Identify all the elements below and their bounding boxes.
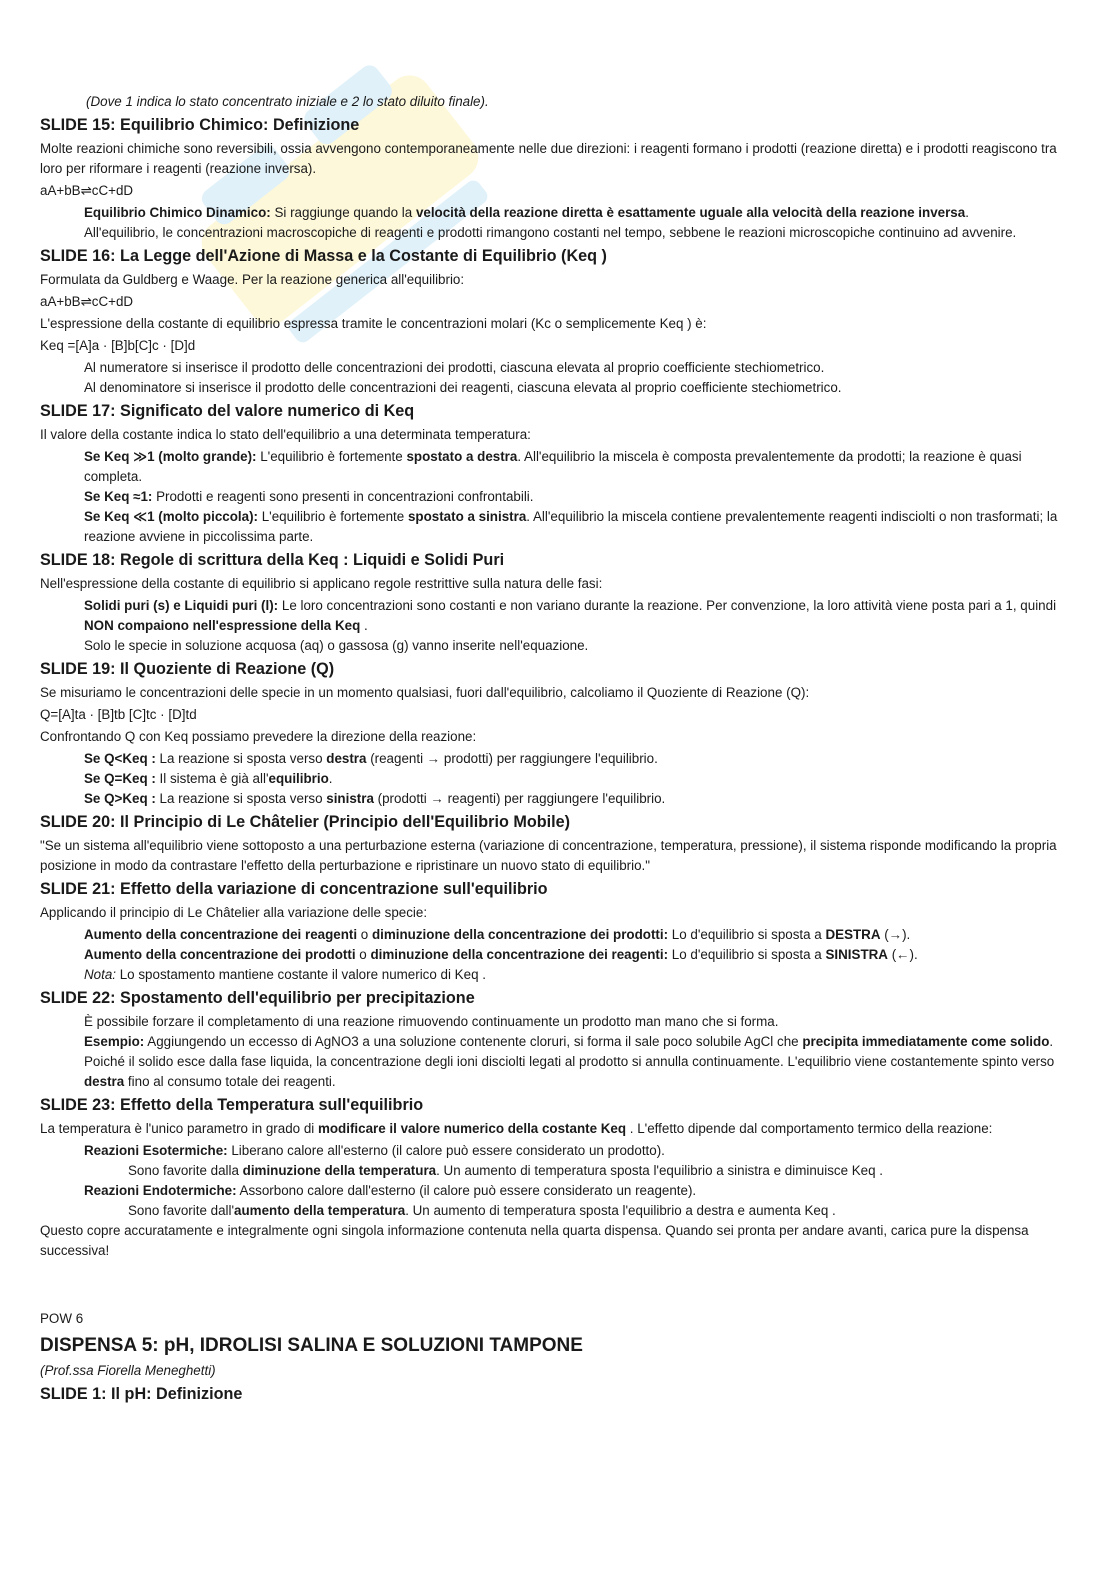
bullet-text-end: (reagenti → prodotti) per raggiungere l'equilibrio.	[366, 751, 658, 766]
slide-20-quote: "Se un sistema all'equilibrio viene sottoposto a una perturbazione esterna (variazione di concentrazione, temperatura, pressione), il sistema risponde modificando la propria posizione in modo da contrastare l'effetto della perturbazione e ripristinare un nuovo stato di equilibrio."	[40, 838, 1057, 873]
bullet-text: L'equilibrio è fortemente	[258, 509, 408, 524]
bullet-text: Prodotti e reagenti sono presenti in concentrazioni confrontabili.	[152, 489, 534, 504]
slide-19-paragraph: Se misuriamo le concentrazioni delle specie in un momento qualsiasi, fuori dall'equilibrio, calcoliamo il Quoziente di Reazione (Q):	[40, 685, 810, 700]
slide-16-keq-formula: Keq =[A]a · [B]b[C]c · [D]d	[40, 338, 196, 353]
slide-22-bullet-3	[40, 1052, 1070, 1092]
slide-18-paragraph: Nell'espressione della costante di equilibrio si applicano regole restrittive sulla natura delle fasi:	[40, 576, 603, 591]
slide-15-bullet-1	[40, 203, 1070, 223]
slide-22-title: SLIDE 22: Spostamento dell'equilibrio per precipitazione	[40, 989, 475, 1007]
subbullet-emphasis: diminuzione della temperatura	[242, 1163, 437, 1178]
bullet-label: Aumento della concentrazione dei reagenti	[84, 927, 358, 942]
slide-23-bullet-1	[40, 1141, 1070, 1161]
bullet-label: Reazioni Endotermiche:	[84, 1183, 237, 1198]
bullet-label-2: diminuzione della concentrazione dei prodotti:	[371, 927, 669, 942]
note-label: Nota:	[84, 967, 117, 982]
bullet-text-end: .	[360, 618, 368, 633]
bullet-text: Assorbono calore dall'esterno (il calore può essere considerato un reagente).	[236, 1183, 697, 1198]
subbullet-text: Sono favorite dalla	[128, 1163, 243, 1178]
bullet-label: Se Keq ≪1 (molto piccola):	[84, 509, 258, 524]
slide-19-q-formula: Q=[A]ta · [B]tb [C]tc · [D]td	[40, 707, 197, 722]
bullet-label-2: diminuzione della concentrazione dei reagenti:	[370, 947, 669, 962]
slide-16-bullet-1: Al numeratore si inserisce il prodotto delle concentrazioni dei prodotti, ciascuna elevata al proprio coefficiente stechiometrico.	[84, 360, 825, 375]
paragraph-text-end: . L'effetto dipende dal comportamento termico della reazione:	[626, 1121, 993, 1136]
bullet-text-end: (←).	[887, 947, 918, 962]
bullet-text-end: (→).	[880, 927, 911, 942]
bullet-emphasis: spostato a destra	[406, 449, 518, 464]
closing-paragraph: Questo copre accuratamente e integralmente ogni singola informazione contenuta nella quarta dispensa. Quando sei pronta per andare avanti, carica pure la dispensa successiva!	[40, 1223, 1029, 1258]
slide-19-paragraph-2: Confrontando Q con Keq possiamo prevedere la direzione della reazione:	[40, 729, 477, 744]
slide-1-title: SLIDE 1: Il pH: Definizione	[40, 1385, 243, 1403]
bullet-text-2: Lo d'equilibrio si sposta a	[668, 947, 826, 962]
slide-22-bullet-2	[40, 1032, 1070, 1052]
bullet-label: Se Q=Keq :	[84, 771, 156, 786]
bullet-label: Se Keq ≈1:	[84, 489, 153, 504]
slide-17-paragraph: Il valore della costante indica lo stato dell'equilibrio a una determinata temperatura:	[40, 427, 531, 442]
slide-16-title: SLIDE 16: La Legge dell'Azione di Massa e la Costante di Equilibrio (Keq )	[40, 247, 607, 265]
bullet-emphasis: precipita immediatamente come solido	[802, 1034, 1050, 1049]
slide-22-bullet-1: È possibile forzare il completamento di una reazione rimuovendo continuamente un prodotto man mano che si forma.	[84, 1014, 779, 1029]
paragraph-emphasis: modificare il valore numerico della costante Keq	[317, 1121, 627, 1136]
subbullet-emphasis: aumento della temperatura	[234, 1203, 406, 1218]
slide-23-bullet-2	[40, 1181, 1070, 1201]
subbullet-text-end: . Un aumento di temperatura sposta l'equilibrio a destra e aumenta Keq .	[405, 1203, 836, 1218]
slide-21-title: SLIDE 21: Effetto della variazione di concentrazione sull'equilibrio	[40, 880, 548, 898]
bullet-label: Esempio:	[84, 1034, 145, 1049]
pow-label: POW 6	[40, 1311, 84, 1326]
bullet-label: Equilibrio Chimico Dinamico:	[84, 205, 271, 220]
slide-16-equation: aA+bB⇌cC+dD	[40, 294, 134, 309]
bullet-label: Reazioni Esotermiche:	[84, 1143, 228, 1158]
slide-17-title: SLIDE 17: Significato del valore numerico di Keq	[40, 402, 415, 420]
note-text: Lo spostamento mantiene costante il valore numerico di Keq .	[116, 967, 486, 982]
bullet-emphasis: sinistra	[326, 791, 374, 806]
bullet-emphasis: DESTRA	[825, 927, 881, 942]
bullet-emphasis: spostato a sinistra	[407, 509, 527, 524]
slide-21-bullet-1	[40, 925, 1070, 945]
slide-15-bullet-2: All'equilibrio, le concentrazioni macroscopiche di reagenti e prodotti rimangono costanti nel tempo, sebbene le reazioni microscopiche continuino ad avvenire.	[84, 225, 1017, 240]
dispensa-5-title: DISPENSA 5: pH, IDROLISI SALINA E SOLUZIONI TAMPONE	[40, 1335, 583, 1356]
slide-19-bullet-3	[40, 789, 1070, 809]
slide-19-bullet-1	[40, 749, 1070, 769]
slide-18-title: SLIDE 18: Regole di scrittura della Keq : Liquidi e Solidi Puri	[40, 551, 505, 569]
bullet-emphasis: destra	[326, 751, 367, 766]
bullet-emphasis: equilibrio	[268, 771, 329, 786]
slide-17-bullet-2	[40, 487, 1070, 507]
bullet-text-end: fino al consumo totale dei reagenti.	[124, 1074, 336, 1089]
section-gap	[40, 1263, 1070, 1309]
slide-21-paragraph: Applicando il principio di Le Châtelier alla variazione delle specie:	[40, 905, 428, 920]
bullet-text: L'equilibrio è fortemente	[256, 449, 407, 464]
slide-16-bullet-2: Al denominatore si inserisce il prodotto delle concentrazioni dei reagenti, ciascuna elevata al proprio coefficiente stechiometrico.	[84, 380, 842, 395]
slide-23-subbullet-1	[40, 1161, 1070, 1181]
slide-20-title: SLIDE 20: Il Principio di Le Châtelier (Principio dell'Equilibrio Mobile)	[40, 813, 571, 831]
slide-18-bullet-1	[40, 596, 1070, 636]
bullet-label: Se Keq ≫1 (molto grande):	[84, 449, 257, 464]
professor-name: (Prof.ssa Fiorella Meneghetti)	[40, 1363, 216, 1378]
bullet-text: Il sistema è già all'	[155, 771, 269, 786]
slide-17-bullet-1	[40, 447, 1070, 487]
slide-15-title: SLIDE 15: Equilibrio Chimico: Definizione	[40, 116, 360, 134]
bullet-text: o	[355, 947, 371, 962]
bullet-text: Poiché il solido esce dalla fase liquida, la concentrazione degli ioni disciolti legati al prodotto si annulla continuamente. L'equilibrio viene costantemente spinto verso	[84, 1054, 1055, 1069]
paragraph-text: La temperatura è l'unico parametro in grado di	[40, 1121, 318, 1136]
bullet-text: Le loro concentrazioni sono costanti e non variano durante la reazione. Per convenzione, la loro attività viene posta pari a 1, quindi	[278, 598, 1057, 613]
slide-15-paragraph: Molte reazioni chimiche sono reversibili, ossia avvengono contemporaneamente nelle due direzioni: i reagenti formano i prodotti (reazione diretta) e i prodotti reagiscono tra loro per riformare i reagenti (reazione inversa).	[40, 141, 1057, 176]
bullet-text-end: . All'equilibrio la miscela è composta prevalentemente da prodotti; la reazione è quasi completa.	[84, 449, 1022, 484]
bullet-emphasis: SINISTRA	[825, 947, 888, 962]
bullet-text: La reazione si sposta verso	[155, 751, 327, 766]
slide-19-bullet-2	[40, 769, 1070, 789]
slide-16-paragraph-2: L'espressione della costante di equilibrio espressa tramite le concentrazioni molari (Kc o semplicemente Keq ) è:	[40, 316, 707, 331]
bullet-text-end: .	[1049, 1034, 1054, 1049]
bullet-label: Se Q>Keq :	[84, 791, 156, 806]
slide-19-title: SLIDE 19: Il Quoziente di Reazione (Q)	[40, 660, 335, 678]
slide-21-note	[40, 965, 1070, 985]
document-page	[40, 92, 1070, 1408]
bullet-text-end: .	[328, 771, 333, 786]
subbullet-text-end: . Un aumento di temperatura sposta l'equilibrio a sinistra e diminuisce Keq .	[436, 1163, 884, 1178]
bullet-text: o	[357, 927, 372, 942]
bullet-text: Liberano calore all'esterno (il calore può essere considerato un prodotto).	[227, 1143, 665, 1158]
bullet-emphasis: velocità della reazione diretta è esattamente uguale alla velocità della reazione inversa	[415, 205, 966, 220]
bullet-text: Aggiungendo un eccesso di AgNO3 a una soluzione contenente cloruri, si forma il sale poco solubile AgCl che	[144, 1034, 803, 1049]
bullet-label: Solidi puri (s) e Liquidi puri (l):	[84, 598, 279, 613]
slide-23-subbullet-2	[40, 1201, 1070, 1221]
slide-21-bullet-2	[40, 945, 1070, 965]
bullet-text-end: (prodotti → reagenti) per raggiungere l'equilibrio.	[373, 791, 666, 806]
slide-18-bullet-2: Solo le specie in soluzione acquosa (aq) o gassosa (g) vanno inserite nell'equazione.	[84, 638, 589, 653]
bullet-text-end: . All'equilibrio la miscela contiene prevalentemente reagenti indisciolti o non trasformati; la reazione avviene in piccolissima parte.	[84, 509, 1058, 544]
bullet-label: Se Q<Keq :	[84, 751, 156, 766]
top-note: (Dove 1 indica lo stato concentrato iniziale e 2 lo stato diluito finale).	[86, 94, 489, 109]
slide-23-title: SLIDE 23: Effetto della Temperatura sull'equilibrio	[40, 1096, 424, 1114]
bullet-text: Si raggiunge quando la	[270, 205, 416, 220]
bullet-text-end: .	[965, 205, 969, 220]
slide-15-equation: aA+bB⇌cC+dD	[40, 183, 134, 198]
bullet-text-2: Lo d'equilibrio si sposta a	[668, 927, 826, 942]
slide-17-bullet-3	[40, 507, 1070, 547]
bullet-emphasis: destra	[84, 1074, 125, 1089]
bullet-label: Aumento della concentrazione dei prodotti	[84, 947, 356, 962]
subbullet-text: Sono favorite dall'	[128, 1203, 235, 1218]
bullet-text: La reazione si sposta verso	[155, 791, 327, 806]
bullet-emphasis: NON compaiono nell'espressione della Keq	[84, 618, 361, 633]
slide-23-paragraph	[40, 1119, 1070, 1139]
slide-16-paragraph: Formulata da Guldberg e Waage. Per la reazione generica all'equilibrio:	[40, 272, 465, 287]
